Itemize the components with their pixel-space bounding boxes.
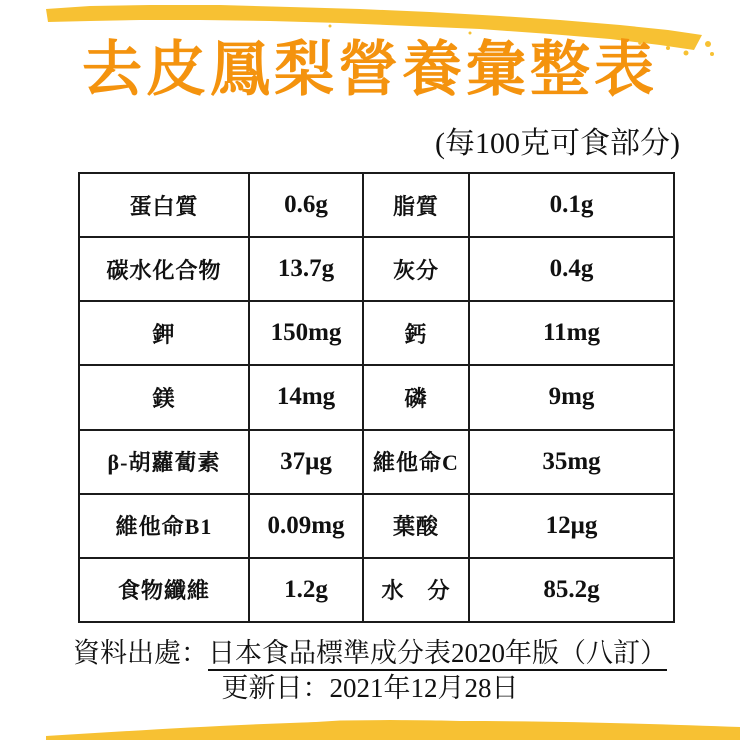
nutrient-value: 150mg xyxy=(249,301,363,365)
nutrient-value: 9mg xyxy=(469,365,674,429)
table-row xyxy=(79,430,674,494)
table-row xyxy=(79,558,674,622)
nutrient-value: 14mg xyxy=(249,365,363,429)
nutrient-name: 碳水化合物 xyxy=(79,237,249,301)
nutrient-value: 13.7g xyxy=(249,237,363,301)
table-row xyxy=(79,365,674,429)
nutrient-value: 0.1g xyxy=(469,173,674,237)
nutrient-name: 鉀 xyxy=(79,301,249,365)
table-row xyxy=(79,494,674,558)
table-row xyxy=(79,237,674,301)
nutrient-name: 維他命B1 xyxy=(79,494,249,558)
nutrient-name: 鈣 xyxy=(363,301,469,365)
nutrient-name: β-胡蘿蔔素 xyxy=(79,430,249,494)
brush-stroke-bottom-decoration xyxy=(0,695,740,740)
nutrient-name: 葉酸 xyxy=(363,494,469,558)
nutrient-value: 85.2g xyxy=(469,558,674,622)
nutrient-value: 1.2g xyxy=(249,558,363,622)
nutrient-value: 37μg xyxy=(249,430,363,494)
nutrient-name: 鎂 xyxy=(79,365,249,429)
serving-note: (每100克可食部分) xyxy=(435,127,680,160)
data-source-line xyxy=(0,637,740,671)
nutrient-name: 灰分 xyxy=(363,237,469,301)
table-row xyxy=(79,173,674,237)
nutrient-name: 脂質 xyxy=(363,173,469,237)
nutrient-name: 水 分 xyxy=(363,558,469,622)
nutrient-name: 磷 xyxy=(363,365,469,429)
table-row xyxy=(79,301,674,365)
update-date-line: 更新日：2021年12月28日 xyxy=(221,673,519,703)
nutrient-value: 0.4g xyxy=(469,237,674,301)
nutrient-name: 蛋白質 xyxy=(79,173,249,237)
nutrient-value: 11mg xyxy=(469,301,674,365)
nutrient-value: 0.09mg xyxy=(249,494,363,558)
nutrition-table xyxy=(78,172,675,623)
page-title: 去皮鳳梨營養彙整表 xyxy=(82,37,658,103)
source-label: 資料出處： xyxy=(73,638,208,668)
nutrient-name: 食物纖維 xyxy=(79,558,249,622)
source-name: 日本食品標準成分表2020年版（八訂） xyxy=(208,638,667,671)
nutrient-name: 維他命C xyxy=(363,430,469,494)
nutrient-value: 0.6g xyxy=(249,173,363,237)
nutrient-value: 12μg xyxy=(469,494,674,558)
nutrient-value: 35mg xyxy=(469,430,674,494)
